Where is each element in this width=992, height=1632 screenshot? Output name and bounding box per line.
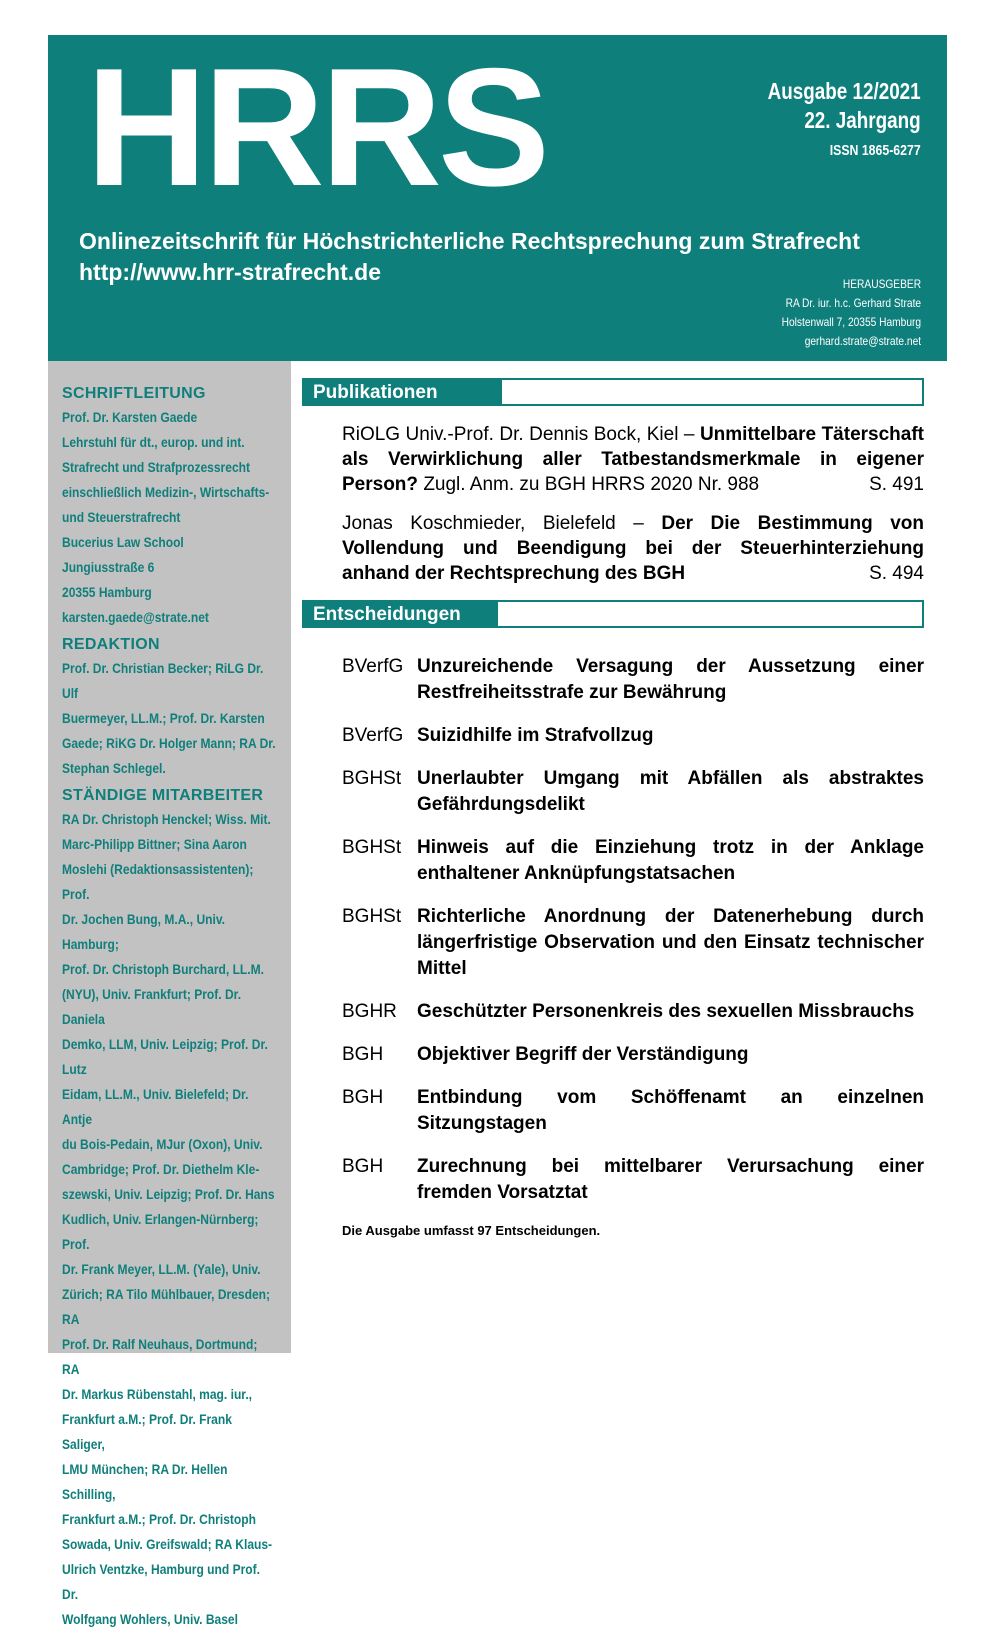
decision-item[interactable] bbox=[342, 654, 924, 706]
sidebar-line: Demko, LLM, Univ. Leipzig; Prof. Dr. Lutz bbox=[62, 1036, 268, 1077]
sidebar-line: und Steuerstrafrecht bbox=[62, 509, 181, 525]
decision-item[interactable] bbox=[342, 723, 924, 749]
sidebar-line: (NYU), Univ. Frankfurt; Prof. Dr. Daniela bbox=[62, 986, 242, 1027]
publisher-name: RA Dr. iur. h.c. Gerhard Strate bbox=[785, 296, 921, 310]
decision-title[interactable]: Zurechnung bei mittelbarer Verursachung einer fremden Vorsatztat bbox=[417, 1156, 924, 1203]
decision-court: BGH bbox=[342, 1044, 384, 1065]
sidebar-line: Frankfurt a.M.; Prof. Dr. Frank Saliger, bbox=[62, 1411, 232, 1452]
sidebar-line: 20355 Hamburg bbox=[62, 584, 152, 600]
sidebar-line: Bucerius Law School bbox=[62, 534, 184, 550]
sidebar-line: Gaede; RiKG Dr. Holger Mann; RA Dr. bbox=[62, 735, 276, 751]
publication-item[interactable] bbox=[342, 511, 924, 586]
sidebar-section-heading: SCHRIFTLEITUNG bbox=[62, 385, 206, 402]
sidebar-line: Dr. Jochen Bung, M.A., Univ. Hamburg; bbox=[62, 911, 226, 952]
sidebar-section-heading: REDAKTION bbox=[62, 636, 160, 653]
decisions-note: Die Ausgabe umfasst 97 Entscheidungen. bbox=[342, 1223, 601, 1238]
sidebar-line: Ulrich Ventzke, Hamburg und Prof. Dr. bbox=[62, 1561, 261, 1602]
sidebar-line: Prof. Dr. Ralf Neuhaus, Dortmund; RA bbox=[62, 1336, 258, 1377]
subtitle-text: Onlinezeitschrift für Höchstrichterliche Rechtsprechung zum Strafrecht bbox=[79, 228, 860, 254]
sidebar-line: Jungiusstraße 6 bbox=[62, 559, 155, 575]
publisher-info bbox=[782, 275, 921, 351]
decision-court: BGHSt bbox=[342, 906, 402, 927]
issue-number: Ausgabe 12/2021 bbox=[767, 78, 921, 104]
decision-item[interactable] bbox=[342, 1085, 924, 1137]
publications-header bbox=[302, 378, 924, 406]
volume-number: 22. Jahrgang bbox=[804, 107, 921, 133]
main-content bbox=[302, 378, 924, 1238]
publication-page: S. 494 bbox=[869, 563, 924, 584]
decision-title[interactable]: Unzureichende Versagung der Aussetzung einer Restfreiheitsstrafe zur Bewährung bbox=[417, 656, 924, 703]
journal-url[interactable]: http://www.hrr-strafrecht.de bbox=[79, 259, 381, 285]
publication-author: Jonas Koschmieder, Bielefeld – bbox=[342, 513, 644, 534]
publications-list bbox=[302, 422, 924, 586]
sidebar-line: Zürich; RA Tilo Mühlbauer, Dresden; RA bbox=[62, 1286, 271, 1327]
sidebar-line: karsten.gaede@strate.net bbox=[62, 609, 209, 625]
sidebar-line: Marc-Philipp Bittner; Sina Aaron bbox=[62, 836, 247, 852]
publication-suffix: Zugl. Anm. zu BGH HRRS 2020 Nr. 988 bbox=[423, 474, 760, 495]
header-banner bbox=[48, 35, 947, 361]
sidebar-line: LMU München; RA Dr. Hellen Schilling, bbox=[62, 1461, 228, 1502]
sidebar-line: Kudlich, Univ. Erlangen-Nürnberg; Prof. bbox=[62, 1211, 259, 1252]
decision-item[interactable] bbox=[342, 835, 924, 887]
decisions-header bbox=[302, 600, 924, 628]
publication-author: RiOLG Univ.-Prof. Dr. Dennis Bock, Kiel – bbox=[342, 424, 695, 445]
sidebar-line: Moslehi (Redaktionsassistenten); Prof. bbox=[62, 861, 254, 902]
decision-item[interactable] bbox=[342, 766, 924, 818]
sidebar bbox=[48, 361, 291, 1627]
journal-subtitle bbox=[79, 226, 860, 288]
decision-court: BGHSt bbox=[342, 837, 402, 858]
publisher-label: HERAUSGEBER bbox=[842, 277, 921, 291]
decision-title[interactable]: Unerlaubter Umgang mit Abfällen als abstraktes Gefährdungsdelikt bbox=[417, 768, 924, 815]
decision-title[interactable]: Geschützter Personenkreis des sexuellen Missbrauchs bbox=[417, 1001, 915, 1022]
decision-item[interactable] bbox=[342, 1154, 924, 1206]
decisions-heading: Entscheidungen bbox=[304, 602, 498, 626]
decision-title[interactable]: Suizidhilfe im Strafvollzug bbox=[417, 725, 654, 746]
sidebar-line: szewski, Univ. Leipzig; Prof. Dr. Hans bbox=[62, 1186, 275, 1202]
sidebar-line: Stephan Schlegel. bbox=[62, 760, 166, 776]
sidebar-line: Dr. Frank Meyer, LL.M. (Yale), Univ. bbox=[62, 1261, 261, 1277]
decisions-list bbox=[302, 644, 924, 1206]
issue-info bbox=[734, 77, 921, 159]
sidebar-content bbox=[48, 361, 291, 1632]
sidebar-line: Prof. Dr. Karsten Gaede bbox=[62, 409, 198, 425]
decision-item[interactable] bbox=[342, 999, 924, 1025]
decision-title[interactable]: Hinweis auf die Einziehung trotz in der Anklage enthaltener Anknüpfungstatsachen bbox=[417, 837, 924, 884]
sidebar-section bbox=[62, 785, 281, 1632]
publication-title[interactable]: Unmittelbare Täterschaft als Verwirklichung aller Tatbestandsmerkmale in eigener Person? bbox=[342, 424, 924, 495]
decision-court: BVerfG bbox=[342, 725, 404, 746]
sidebar-line: du Bois-Pedain, MJur (Oxon), Univ. bbox=[62, 1136, 263, 1152]
decision-court: BVerfG bbox=[342, 656, 404, 677]
decision-title[interactable]: Objektiver Begriff der Verständigung bbox=[417, 1044, 749, 1065]
decision-court: BGHSt bbox=[342, 768, 402, 789]
sidebar-line: Wolfgang Wohlers, Univ. Basel bbox=[62, 1611, 238, 1627]
sidebar-line: Strafrecht und Strafprozessrecht bbox=[62, 459, 251, 475]
sidebar-line: Eidam, LL.M., Univ. Bielefeld; Dr. Antje bbox=[62, 1086, 249, 1127]
decision-court: BGHR bbox=[342, 1001, 397, 1022]
publication-page: S. 491 bbox=[869, 474, 924, 495]
decision-court: BGH bbox=[342, 1156, 384, 1177]
decision-title[interactable]: Richterliche Anordnung der Datenerhebung durch längerfristige Observation und den Einsatz technischer Mittel bbox=[417, 906, 924, 979]
decision-court: BGH bbox=[342, 1087, 384, 1108]
sidebar-line: Frankfurt a.M.; Prof. Dr. Christoph bbox=[62, 1511, 256, 1527]
publication-item[interactable] bbox=[342, 422, 924, 497]
sidebar-line: Buermeyer, LL.M.; Prof. Dr. Karsten bbox=[62, 710, 265, 726]
publisher-email[interactable]: gerhard.strate@strate.net bbox=[804, 334, 921, 348]
sidebar-line: Prof. Dr. Christoph Burchard, LL.M. bbox=[62, 961, 265, 977]
sidebar-line: Sowada, Univ. Greifswald; RA Klaus- bbox=[62, 1536, 273, 1552]
publications-heading: Publikationen bbox=[304, 380, 502, 404]
sidebar-line: Dr. Markus Rübenstahl, mag. iur., bbox=[62, 1386, 253, 1402]
sidebar-line: Prof. Dr. Christian Becker; RiLG Dr. Ulf bbox=[62, 660, 264, 701]
sidebar-section-heading: STÄNDIGE MITARBEITER bbox=[62, 787, 264, 804]
publisher-address: Holstenwall 7, 20355 Hamburg bbox=[781, 315, 921, 329]
decision-item[interactable] bbox=[342, 904, 924, 982]
sidebar-section bbox=[62, 383, 281, 630]
sidebar-line: Lehrstuhl für dt., europ. und int. bbox=[62, 434, 245, 450]
issn: ISSN 1865-6277 bbox=[830, 142, 921, 159]
sidebar-line: RA Dr. Christoph Henckel; Wiss. Mit. bbox=[62, 811, 271, 827]
decision-item[interactable] bbox=[342, 1042, 924, 1068]
sidebar-section bbox=[62, 634, 281, 781]
journal-logo: HRRS bbox=[86, 33, 547, 221]
publication-title[interactable]: Der Die Bestimmung von Vollendung und Beendigung bei der Steuerhinterziehung anhand der Rechtsprechung des BGH bbox=[342, 513, 925, 584]
sidebar-line: einschließlich Medizin-, Wirtschafts- bbox=[62, 484, 270, 500]
sidebar-line: Cambridge; Prof. Dr. Diethelm Kle- bbox=[62, 1161, 260, 1177]
decision-title[interactable]: Entbindung vom Schöffenamt an einzelnen Sitzungstagen bbox=[417, 1087, 924, 1134]
